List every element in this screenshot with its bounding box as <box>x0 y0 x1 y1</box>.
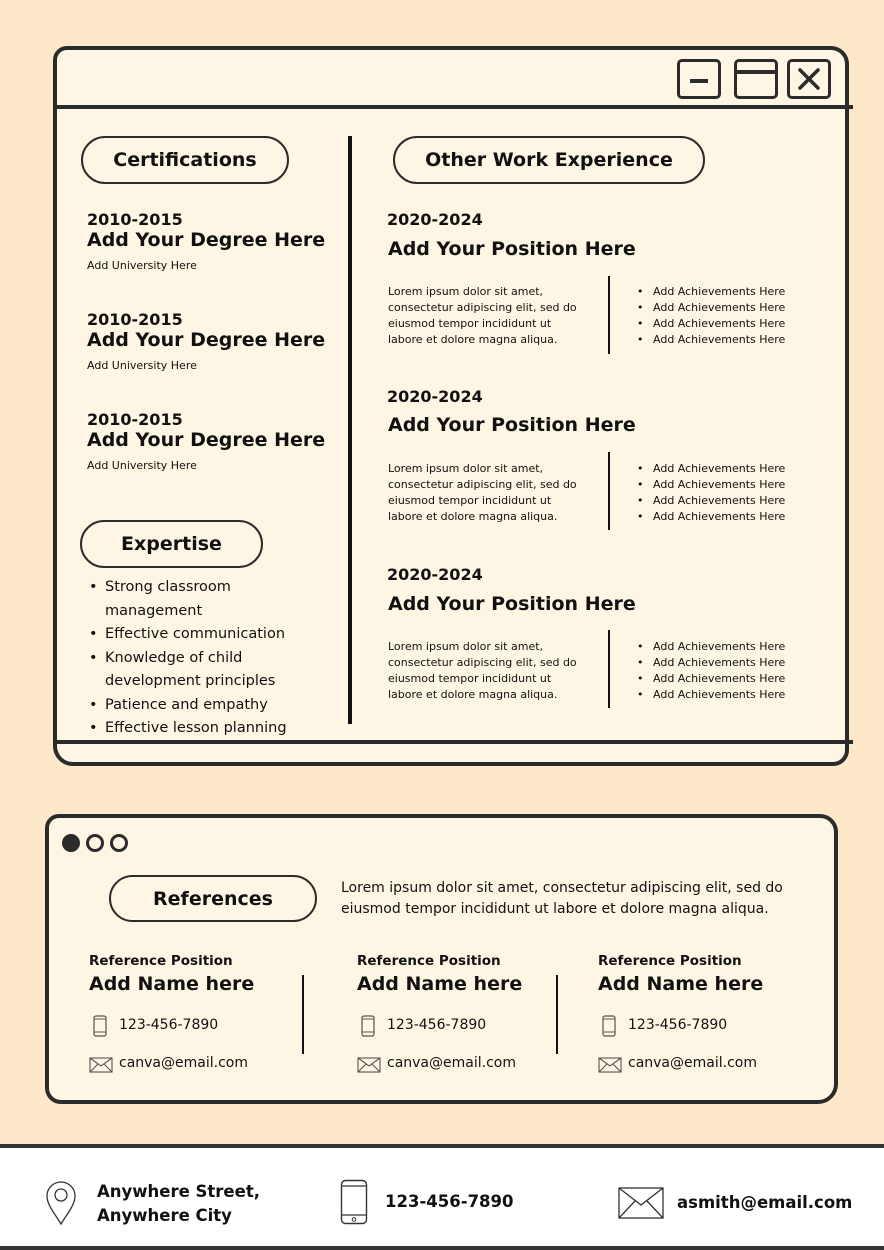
phone-icon <box>361 1015 375 1041</box>
expertise-list <box>85 576 325 741</box>
list-item: • Add Achievements Here <box>635 655 785 671</box>
work-experience-heading-label: Other Work Experience <box>425 149 673 171</box>
work-position: Add Your Position Here <box>388 414 636 436</box>
certification-years: 2010-2015 <box>87 410 183 429</box>
location-pin-icon <box>45 1180 77 1230</box>
reference-position: Reference Position <box>598 953 742 969</box>
certification-university: Add University Here <box>87 459 197 472</box>
footer-address-line2: Anywhere City <box>97 1206 232 1225</box>
expertise-heading <box>80 520 263 568</box>
certification-degree: Add Your Degree Here <box>87 429 326 451</box>
list-item: • Effective communication <box>85 623 325 647</box>
reference-divider <box>302 975 304 1054</box>
list-item: • Add Achievements Here <box>635 509 785 525</box>
window-footer-divider <box>53 740 853 744</box>
phone-icon <box>340 1179 368 1229</box>
reference-name: Add Name here <box>598 973 764 995</box>
title-bar-divider <box>53 105 853 109</box>
maximize-icon[interactable] <box>734 59 778 99</box>
reference-email: canva@email.com <box>628 1055 757 1071</box>
window-dot-icon[interactable] <box>110 834 128 852</box>
reference-name: Add Name here <box>357 973 523 995</box>
resume-window <box>53 46 849 766</box>
list-item: • Effective lesson planning <box>85 717 325 741</box>
achievements-list <box>635 639 785 703</box>
envelope-icon <box>357 1057 381 1077</box>
list-item: • Strong classroom management <box>85 576 325 623</box>
work-divider <box>608 276 610 354</box>
window-dot-icon[interactable] <box>86 834 104 852</box>
list-item: • Add Achievements Here <box>635 461 785 477</box>
reference-phone: 123-456-7890 <box>628 1017 728 1033</box>
list-item: • Add Achievements Here <box>635 477 785 493</box>
work-position: Add Your Position Here <box>388 238 636 260</box>
reference-position: Reference Position <box>89 953 233 969</box>
phone-icon <box>602 1015 616 1041</box>
work-description: Lorem ipsum dolor sit amet, consectetur adipiscing elit, sed do eiusmod tempor incididunt ut labore et dolore magna aliqua. <box>388 462 577 523</box>
references-window <box>45 814 838 1104</box>
reference-position: Reference Position <box>357 953 501 969</box>
list-item: • Add Achievements Here <box>635 284 785 300</box>
column-divider <box>348 136 352 724</box>
reference-divider <box>556 975 558 1054</box>
certification-entry <box>87 210 325 272</box>
certification-university: Add University Here <box>87 259 197 272</box>
work-years: 2020-2024 <box>387 210 483 229</box>
certification-years: 2010-2015 <box>87 310 183 329</box>
reference-name: Add Name here <box>89 973 255 995</box>
certifications-heading-label: Certifications <box>113 149 257 171</box>
reference-email: canva@email.com <box>387 1055 516 1071</box>
certification-years: 2010-2015 <box>87 210 183 229</box>
footer-email: asmith@email.com <box>677 1193 853 1212</box>
envelope-icon <box>89 1057 113 1077</box>
work-years: 2020-2024 <box>387 565 483 584</box>
window-dot-icon[interactable] <box>62 834 80 852</box>
phone-icon <box>93 1015 107 1041</box>
achievements-list <box>635 461 785 525</box>
footer-address <box>97 1180 260 1228</box>
list-item: • Add Achievements Here <box>635 671 785 687</box>
list-item: • Add Achievements Here <box>635 332 785 348</box>
work-position: Add Your Position Here <box>388 593 636 615</box>
expertise-heading-label: Expertise <box>121 533 222 555</box>
certifications-heading <box>81 136 289 184</box>
certification-entry <box>87 310 325 372</box>
certification-university: Add University Here <box>87 359 197 372</box>
references-heading <box>109 875 317 922</box>
list-item: • Knowledge of child development principles <box>85 647 325 694</box>
certification-degree: Add Your Degree Here <box>87 229 326 251</box>
contact-footer <box>0 1144 884 1250</box>
work-divider <box>608 630 610 708</box>
work-description: Lorem ipsum dolor sit amet, consectetur adipiscing elit, sed do eiusmod tempor incididunt ut labore et dolore magna aliqua. <box>388 640 577 701</box>
envelope-icon <box>618 1187 664 1223</box>
certification-entry <box>87 410 325 472</box>
list-item: • Add Achievements Here <box>635 316 785 332</box>
list-item: • Add Achievements Here <box>635 493 785 509</box>
minimize-icon[interactable] <box>677 59 721 99</box>
work-description: Lorem ipsum dolor sit amet, consectetur adipiscing elit, sed do eiusmod tempor incididunt ut labore et dolore magna aliqua. <box>388 285 577 346</box>
reference-phone: 123-456-7890 <box>387 1017 487 1033</box>
footer-address-line1: Anywhere Street, <box>97 1182 260 1201</box>
list-item: • Add Achievements Here <box>635 687 785 703</box>
reference-email: canva@email.com <box>119 1055 248 1071</box>
work-divider <box>608 452 610 530</box>
reference-phone: 123-456-7890 <box>119 1017 219 1033</box>
references-heading-label: References <box>153 887 273 910</box>
list-item: • Add Achievements Here <box>635 639 785 655</box>
envelope-icon <box>598 1057 622 1077</box>
work-years: 2020-2024 <box>387 387 483 406</box>
references-intro: Lorem ipsum dolor sit amet, consectetur adipiscing elit, sed do eiusmod tempor incididunt ut labore et dolore magna aliqua. <box>341 880 783 917</box>
work-experience-heading <box>393 136 705 184</box>
achievements-list <box>635 284 785 348</box>
list-item: • Add Achievements Here <box>635 300 785 316</box>
list-item: • Patience and empathy <box>85 694 325 718</box>
footer-phone: 123-456-7890 <box>385 1192 514 1211</box>
close-icon[interactable] <box>787 59 831 99</box>
certification-degree: Add Your Degree Here <box>87 329 326 351</box>
